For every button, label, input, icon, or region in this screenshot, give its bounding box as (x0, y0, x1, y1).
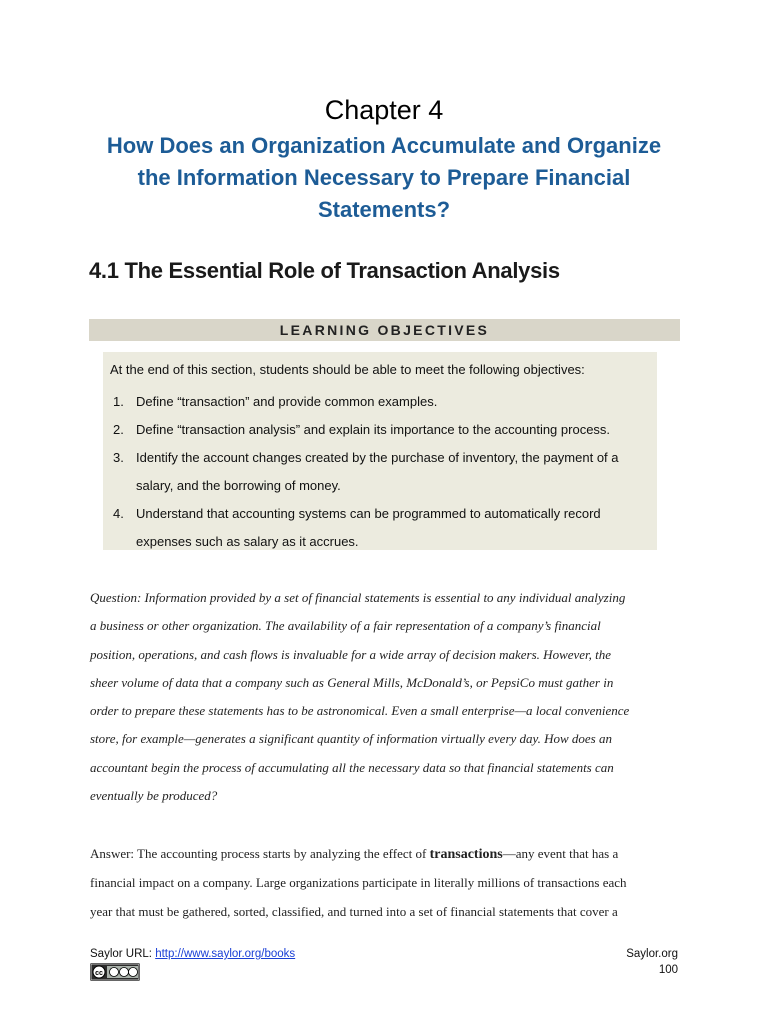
question-paragraph (90, 584, 680, 810)
objective-item (113, 416, 657, 444)
chapter-subtitle-line: Statements? (317, 197, 451, 222)
chapter-subtitle-line: How Does an Organization Accumulate and Organize (106, 133, 662, 158)
chapter-subtitle-line: the Information Necessary to Prepare Financial (137, 165, 631, 190)
answer-paragraph (90, 840, 680, 926)
page-number: 100 (658, 964, 678, 976)
question-line: accountant begin the process of accumulating all the necessary data so that financial statements can (90, 759, 614, 775)
answer-text: Answer: The accounting process starts by analyzing the effect of (90, 846, 430, 861)
answer-line: year that must be gathered, sorted, classified, and turned into a set of financial statements that cover a (90, 903, 618, 919)
svg-text:cc: cc (95, 970, 103, 977)
objective-item (113, 500, 657, 556)
question-line: store, for example—generates a significant quantity of information virtually every day. How does an (90, 731, 612, 747)
question-line: sheer volume of data that a company such as General Mills, McDonald’s, or PepsiCo must gather in (90, 674, 614, 690)
footer-url-label: Saylor URL: (90, 948, 156, 960)
creative-commons-license-icon[interactable] (90, 963, 140, 981)
saylor-books-link[interactable]: http://www.saylor.org/books (155, 948, 296, 960)
objective-text: expenses such as salary as it accrues. (136, 534, 359, 549)
section-heading: 4.1 The Essential Role of Transaction Analysis (89, 258, 560, 283)
chapter-subtitle (84, 130, 684, 226)
objective-text: Define “transaction analysis” and explain its importance to the accounting process. (136, 422, 611, 437)
objective-text: Identify the account changes created by the purchase of inventory, the payment of a (136, 450, 619, 465)
footer-page-info (626, 946, 678, 978)
objective-number: 3. (113, 450, 124, 465)
question-line: order to prepare these statements has to be astronomical. Even a small enterprise—a local convenience (90, 703, 630, 719)
footer-source (90, 946, 295, 962)
objective-number: 1. (113, 394, 124, 409)
objective-text: Understand that accounting systems can be programmed to automatically record (136, 506, 601, 521)
learning-objectives-banner: LEARNING OBJECTIVES (89, 319, 680, 341)
question-line: Question: Information provided by a set of financial statements is essential to any individual analyzing (90, 590, 626, 605)
answer-term-transactions: transactions (429, 847, 503, 862)
cc-license-glyph-icon (90, 963, 140, 981)
question-line: a business or other organization. The availability of a fair representation of a company’s financial (90, 618, 601, 634)
objective-text: salary, and the borrowing of money. (136, 478, 341, 493)
answer-text: —any event that has a (502, 846, 619, 861)
answer-line (90, 840, 680, 869)
answer-line: financial impact on a company. Large organizations participate in literally millions of transactions each (90, 875, 627, 891)
learning-objectives-list (113, 388, 657, 556)
footer-site: Saylor.org (626, 948, 678, 960)
chapter-title: Chapter 4 (324, 95, 444, 125)
question-line: eventually be produced? (90, 788, 218, 804)
question-line: position, operations, and cash flows is invaluable for a wide array of decision makers. However, the (90, 646, 612, 662)
learning-objectives-box (103, 352, 657, 550)
objective-item (113, 388, 657, 416)
learning-objectives-intro: At the end of this section, students should be able to meet the following objectives: (110, 362, 585, 377)
objective-number: 4. (113, 506, 124, 521)
objective-item (113, 444, 657, 500)
objective-text: Define “transaction” and provide common examples. (136, 394, 438, 409)
objective-number: 2. (113, 422, 124, 437)
